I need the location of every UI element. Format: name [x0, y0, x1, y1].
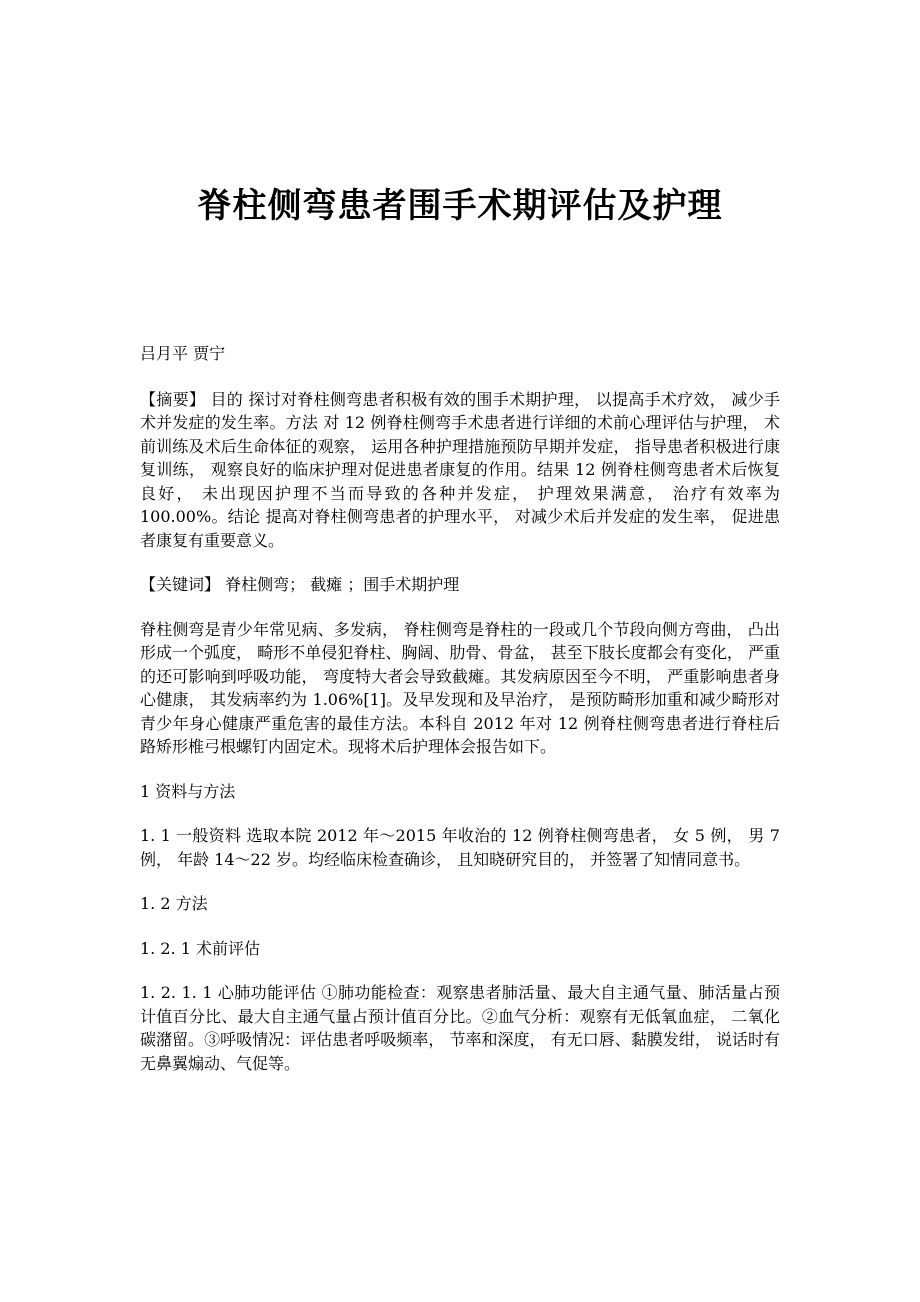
abstract-label: 【摘要】 [140, 389, 206, 409]
section-1-2-1-1-paragraph: 1. 2. 1. 1 心肺功能评估 ①肺功能检查：观察患者肺活量、最大自主通气量、肺活量占预计值百分比、最大自主通气量占预计值百分比。②血气分析：观察有无低氧血症， 二氧化碳潴留。③呼吸情况：评估患者呼吸频率， 节率和深度， 有无口唇、黏膜发绀， 说话时有无鼻翼煽动、气促等。 [140, 983, 780, 1073]
paper-body [140, 342, 780, 1075]
keywords [140, 573, 780, 597]
intro-paragraph: 脊柱侧弯是青少年常见病、多发病， 脊柱侧弯是脊柱的一段或几个节段向侧方弯曲， 凸出形成一个弧度， 畸形不单侵犯脊柱、胸阔、肋骨、骨盆， 甚至下肢长度都会有变化， 严重的还可影响到呼吸功能， 弯度特大者会导致截瘫。其发病原因至今不明， 严重影响患者身心健康， 其发病率约为 1.06%[1]。及早发现和及早治疗， 是预防畸形加重和减少畸形对青少年身心健康严重危害的最佳方法。本科自 2012 年对 12 例脊柱侧弯患者进行脊柱后路矫形椎弓根螺钉内固定术。现将术后护理体会报告如下。 [140, 619, 780, 756]
section-1-1-paragraph: 1. 1 一般资料 选取本院 2012 年～2015 年收治的 12 例脊柱侧弯患者， 女 5 例， 男 7 例， 年龄 14～22 岁。均经临床检查确诊， 且知晓研究目的， 并签署了知情同意书。 [140, 826, 780, 869]
section-heading-1-2-1: 1. 2. 1 术前评估 [140, 938, 260, 958]
paper-title: 脊柱侧弯患者围手术期评估及护理 [197, 186, 723, 226]
keywords-text: 脊柱侧弯； 截瘫 ；围手术期护理 [220, 575, 460, 594]
section-heading-1: 1 资料与方法 [140, 781, 236, 801]
keywords-label: 【关键词】 [140, 575, 221, 594]
authors: 吕月平 贾宁 [140, 344, 226, 363]
abstract-text: 目的 探讨对脊柱侧弯患者积极有效的围手术期护理， 以提高手术疗效， 减少手术并发症的发生率。方法 对 12 例脊柱侧弯手术患者进行详细的术前心理评估与护理， 术前训练及术后生命体征的观察， 运用各种护理措施预防早期并发症， 指导患者积极进行康复训练， 观察良好的临床护理对促进患者康复的作用。结果 12 例脊柱侧弯患者术后恢复良好， 未出现因护理不当而导致的各种并发症， 护理效果满意， 治疗有效率为 100.00%。结论 提高对脊柱侧弯患者的护理水平， 对减少术后并发症的发生率， 促进患者康复有重要意义。 [140, 389, 780, 550]
section-heading-1-2: 1. 2 方法 [140, 894, 208, 913]
abstract [140, 388, 780, 553]
